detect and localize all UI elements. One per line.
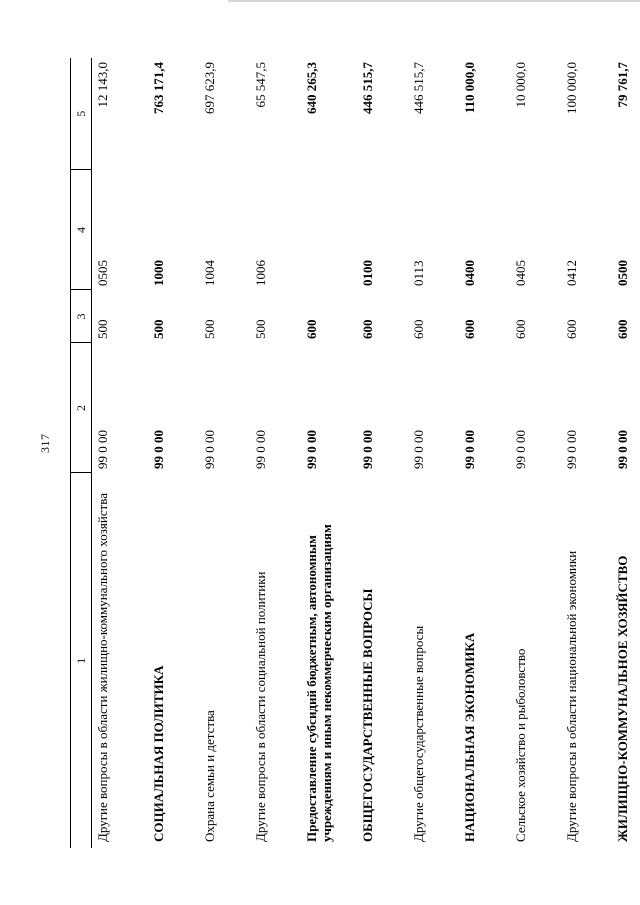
top-edge-line (228, 0, 640, 2)
header-cell-1: 1 (71, 473, 92, 848)
row-code-2: 99 0 00 (253, 430, 268, 469)
row-name: ЖИЛИЩНО-КОММУНАЛЬНОЕ ХОЗЯЙСТВО (615, 555, 630, 842)
rotated-table-area (70, 58, 630, 848)
row-code-3: 600 (360, 319, 375, 339)
row-code-2: 99 0 00 (95, 430, 110, 469)
row-code-2: 99 0 00 (462, 430, 477, 469)
row-code-4: 1006 (253, 260, 268, 286)
table-row (250, 58, 301, 848)
row-code-2: 99 0 00 (202, 430, 217, 469)
row-amount: 446 515,7 (411, 62, 426, 114)
row-code-2: 99 0 00 (411, 430, 426, 469)
row-amount: 763 171,4 (151, 62, 166, 114)
row-code-4: 0412 (564, 260, 579, 286)
row-code-4: 0113 (411, 260, 426, 286)
row-amount: 446 515,7 (360, 62, 375, 114)
row-name: Другие вопросы в области социальной политики (253, 571, 268, 842)
row-code-2: 99 0 00 (513, 430, 528, 469)
header-cell-5: 5 (71, 58, 92, 170)
row-name: НАЦИОНАЛЬНАЯ ЭКОНОМИКА (462, 632, 477, 842)
table-row (148, 58, 199, 848)
table-row (459, 58, 510, 848)
row-amount: 640 265,3 (304, 62, 319, 114)
row-code-4: 0500 (615, 260, 630, 286)
table-row (357, 58, 408, 848)
table-row (561, 58, 612, 848)
row-name: СОЦИАЛЬНАЯ ПОЛИТИКА (151, 665, 166, 842)
row-code-3: 600 (304, 319, 319, 339)
row-code-3: 500 (151, 319, 166, 339)
row-code-3: 500 (202, 319, 217, 339)
table-row (92, 58, 149, 848)
row-code-4: 0400 (462, 260, 477, 286)
row-code-4: 0405 (513, 260, 528, 286)
table-row (612, 58, 640, 848)
row-code-3: 600 (513, 319, 528, 339)
row-code-3: 600 (564, 319, 579, 339)
row-code-3: 500 (253, 319, 268, 339)
row-code-4: 0505 (95, 260, 110, 286)
budget-table (70, 58, 640, 848)
row-name: Другие вопросы в области национальной экономики (564, 550, 579, 842)
row-amount: 10 000,0 (513, 62, 528, 108)
row-name: Сельское хозяйство и рыболовство (513, 648, 528, 842)
row-name: ОБЩЕГОСУДАРСТВЕННЫЕ ВОПРОСЫ (360, 588, 375, 842)
row-amount: 79 761,7 (615, 62, 630, 108)
row-code-3: 600 (411, 319, 426, 339)
row-name: Охрана семьи и детства (202, 710, 217, 842)
page-number: 317 (38, 433, 52, 453)
row-code-3: 500 (95, 319, 110, 339)
table-row (199, 58, 250, 848)
row-amount: 110 000,0 (462, 62, 477, 114)
row-name: Другие вопросы в области жилищно-коммунального хозяйства (95, 493, 110, 842)
row-amount: 65 547,5 (253, 62, 268, 108)
row-code-2: 99 0 00 (304, 430, 319, 469)
row-code-3: 600 (615, 319, 630, 339)
row-name: Другие общегосударственные вопросы (411, 625, 426, 842)
row-code-3: 600 (462, 319, 477, 339)
table-header-row (71, 58, 92, 848)
row-code-4: 1004 (202, 260, 217, 286)
row-code-4: 1000 (151, 260, 166, 286)
row-code-4 (301, 170, 357, 290)
row-code-2: 99 0 00 (360, 430, 375, 469)
header-cell-3: 3 (71, 290, 92, 343)
header-cell-4: 4 (71, 170, 92, 290)
row-code-2: 99 0 00 (615, 430, 630, 469)
table-row (408, 58, 459, 848)
row-amount: 12 143,0 (95, 62, 110, 108)
header-cell-2: 2 (71, 343, 92, 473)
table-row (510, 58, 561, 848)
row-code-2: 99 0 00 (564, 430, 579, 469)
row-amount: 697 623,9 (202, 62, 217, 114)
row-code-4: 0100 (360, 260, 375, 286)
row-name: Предоставление субсидий бюджетным, автономным учреждениям и иным некоммерческим организациям (304, 524, 334, 842)
row-code-2: 99 0 00 (151, 430, 166, 469)
row-amount: 100 000,0 (564, 62, 579, 114)
table-row (301, 58, 357, 848)
